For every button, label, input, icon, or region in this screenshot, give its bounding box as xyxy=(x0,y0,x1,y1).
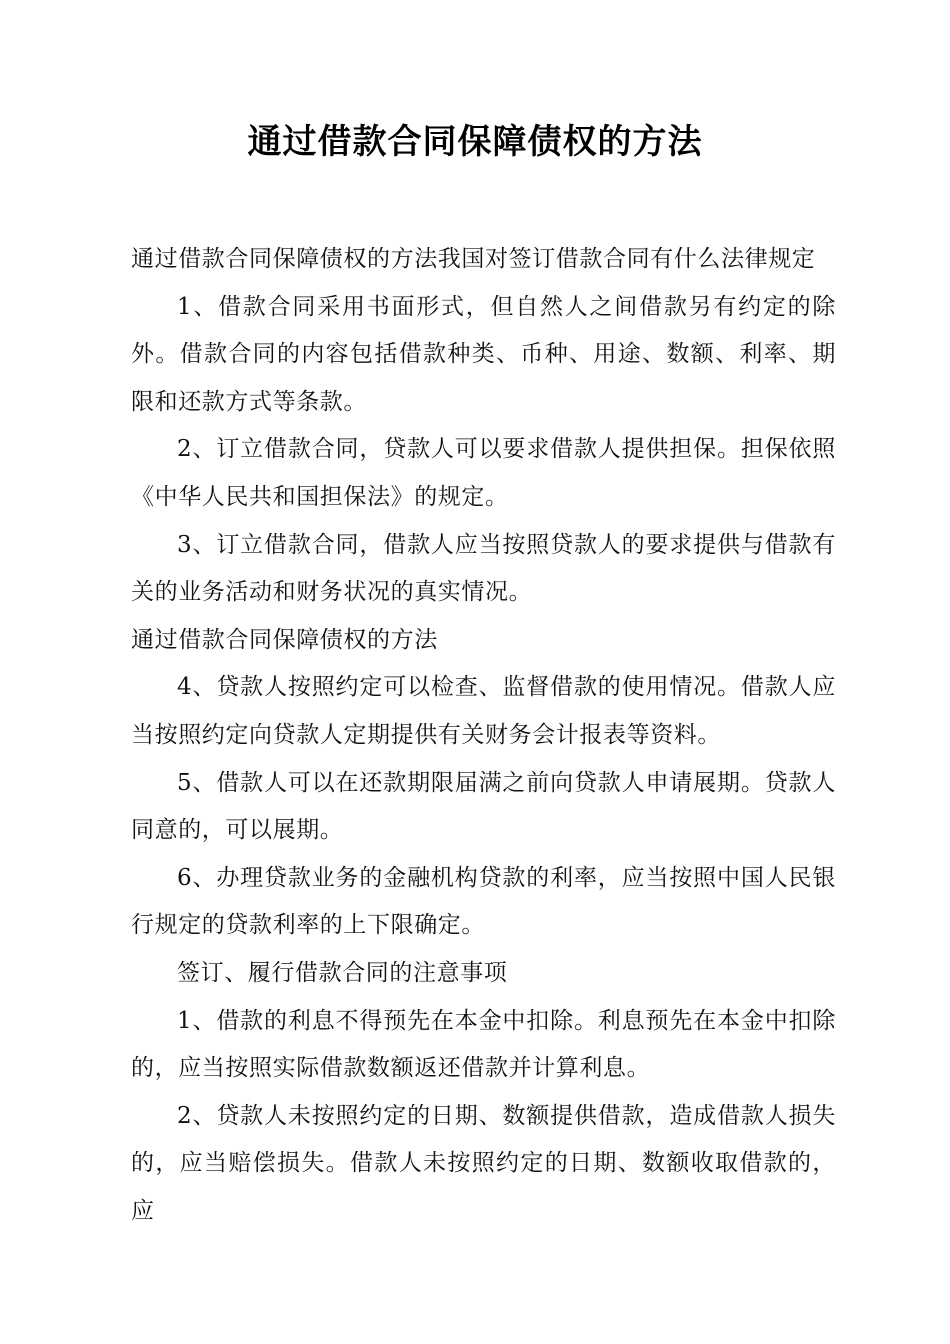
document-title: 通过借款合同保障债权的方法 xyxy=(247,122,703,162)
paragraph-item-6: 6、办理贷款业务的金融机构贷款的利率，应当按照中国人民银行规定的贷款利率的上下限确定。 xyxy=(131,864,836,939)
paragraph-intro: 通过借款合同保障债权的方法我国对签订借款合同有什么法律规定 xyxy=(131,246,816,272)
paragraph-item-1: 1、借款合同采用书面形式，但自然人之间借款另有约定的除外。借款合同的内容包括借款种类、币种、用途、数额、利率、期限和还款方式等条款。 xyxy=(131,293,836,415)
document-body xyxy=(131,236,836,1235)
subsection-heading-notes: 签订、履行借款合同的注意事项 xyxy=(177,959,508,986)
paragraph-item-4: 4、贷款人按照约定可以检查、监督借款的使用情况。借款人应当按照约定向贷款人定期提供有关财务会计报表等资料。 xyxy=(131,674,836,748)
paragraph-item-5: 5、借款人可以在还款期限届满之前向贷款人申请展期。贷款人同意的，可以展期。 xyxy=(131,769,836,844)
section-heading: 通过借款合同保障债权的方法 xyxy=(131,626,438,653)
paragraph-item-2: 2、订立借款合同，贷款人可以要求借款人提供担保。担保依照《中华人民共和国担保法》的规定。 xyxy=(131,436,836,510)
paragraph-item-3: 3、订立借款合同，借款人应当按照贷款人的要求提供与借款有关的业务活动和财务状况的真实情况。 xyxy=(131,531,836,606)
paragraph-note-1: 1、借款的利息不得预先在本金中扣除。利息预先在本金中扣除的，应当按照实际借款数额返还借款并计算利息。 xyxy=(131,1007,836,1082)
paragraph-note-2: 2、贷款人未按照约定的日期、数额提供借款，造成借款人损失的，应当赔偿损失。借款人未按照约定的日期、数额收取借款的，应 xyxy=(131,1102,836,1224)
